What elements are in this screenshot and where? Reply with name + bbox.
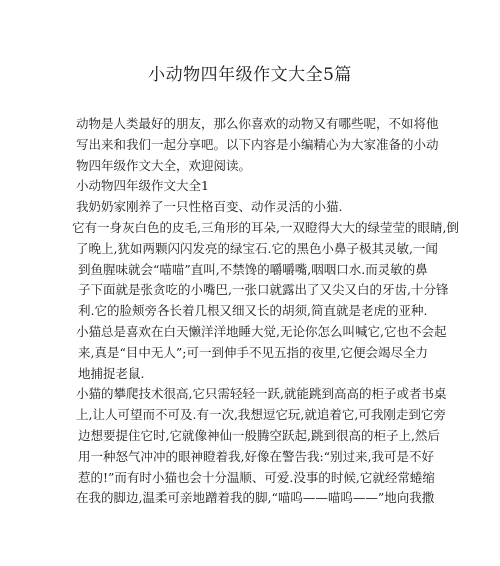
paragraph-line: 边想要提住它时,它就像神仙一般腾空跃起,跳到很高的柜子上,然后 — [78, 427, 440, 443]
section-heading: 小动物四年级作文大全1 — [76, 178, 209, 194]
paragraph-line: 惹的!”而有时小猫也会十分温顺、可爱.没事的时候,它就经常蜷缩 — [78, 469, 435, 485]
paragraph-line: 上,让人可望而不可及.有一次,我想逗它玩,就追着它,可我刚走到它旁 — [76, 407, 446, 423]
paragraph-line: 小猫的攀爬技术很高,它只需轻轻一跃,就能跳到高高的柜子或者书桌 — [76, 386, 447, 402]
paragraph-line: 利.它的脸颊旁各长着几根又细又长的胡须,简直就是老虎的亚种. — [78, 303, 428, 319]
paragraph-line: 写出来和我们一起分享吧。以下内容是小编精心为大家准备的小动 — [76, 136, 439, 152]
paragraph-line: 了晚上,犹如两颗闪闪发亮的绿宝石.它的黑色小鼻子极其灵敏,一闻 — [76, 240, 438, 256]
paragraph-line: 物四年级作文大全，欢迎阅读。 — [76, 157, 252, 173]
paragraph-line: 我奶奶家刚养了一只性格百变、动作灵活的小猫. — [76, 199, 343, 215]
document-title: 小动物四年级作文大全5篇 — [148, 65, 352, 85]
document-body — [72, 114, 459, 509]
paragraph-line: 用一种怒气冲冲的眼神瞪着我,好像在警告我:“别过来,我可是不好 — [78, 448, 435, 464]
paragraph-line: 子下面就是张贪吃的小嘴巴,一张口就露出了又尖又白的牙齿,十分锋 — [78, 282, 449, 298]
paragraph-line: 来,真是“目中无人”;可一到伸手不见五指的夜里,它便会竭尽全力 — [78, 344, 428, 360]
paragraph-line: 动物是人类最好的朋友，那么你喜欢的动物又有哪些呢，不如将他 — [76, 116, 439, 131]
paragraph-line: 小猫总是喜欢在白天懒洋洋地睡大觉,无论你怎么叫喊它,它也不会起 — [76, 323, 447, 339]
paragraph-line: 地捕捉老鼠. — [78, 365, 145, 381]
paragraph-line: 在我的脚边,温柔可亲地蹭着我的脚,“喵呜——喵呜——”地向我撒 — [76, 490, 435, 506]
paragraph-line: 到鱼腥味就会“喵喵”直叫,不禁馋的嚼嚼嘴,咽咽口水.而灵敏的鼻 — [78, 261, 428, 277]
paragraph-line: 它有一身灰白色的皮毛,三角形的耳朵,一双瞪得大大的绿莹莹的眼睛,倒 — [72, 219, 459, 235]
